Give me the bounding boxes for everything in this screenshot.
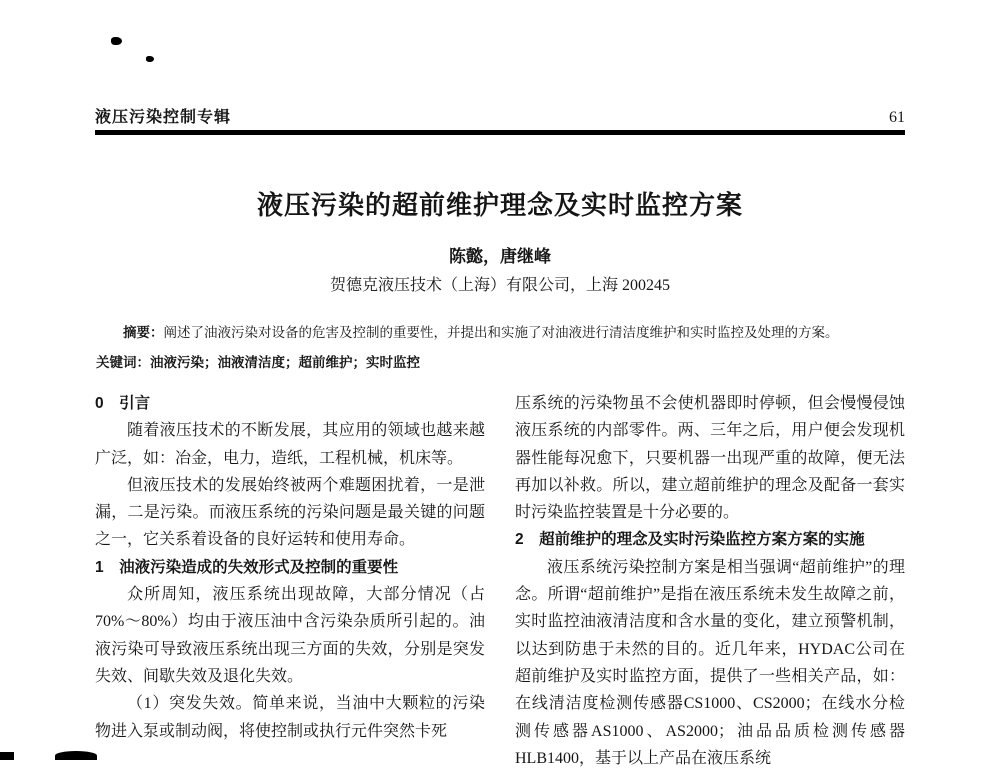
article-title: 液压污染的超前维护理念及实时监控方案 — [256, 190, 743, 221]
paragraph: 液压系统污染控制方案是相当强调“超前维护”的理念。所谓“超前维护”是指在液压系统未发生故障之前，实时监控油液清洁度和含水量的变化，建立预警机制，以达到防患于未然的目的。近几年来，HYDAC公司在超前维护及实时监控方面，提供了一些相关产品，如：在线清洁度检测传感器CS1000、CS2000；在线水分检测传感器AS1000、AS2000；油品品质检测传感器HLB1400，基于以上产品在液压系统 — [515, 558, 905, 767]
abstract-block — [96, 318, 906, 378]
paragraph-continuation: 压系统的污染物虽不会使机器即时停顿，但会慢慢侵蚀液压系统的内部零件。两、三年之后，用户便会发现机器性能每况愈下，只要机器一出现严重的故障，便无法再加以补救。所以，建立超前维护的理念及配备一套实时污染监控装置是十分必要的。 — [515, 395, 905, 522]
keywords-text: 油液污染；油液清洁度；超前维护；实时监控 — [150, 355, 420, 370]
section-heading-1: 1 油液污染造成的失效形式及控制的重要性 — [95, 558, 399, 576]
section-heading-0: 0 引言 — [95, 395, 151, 412]
abstract — [96, 318, 906, 348]
right-column — [515, 390, 905, 772]
scan-artifact — [0, 752, 14, 760]
article-body — [95, 390, 905, 772]
left-column — [95, 390, 485, 772]
abstract-text: 阐述了油液污染对设备的危害及控制的重要性，并提出和实施了对油液进行清洁度维护和实时监控及处理的方案。 — [163, 325, 839, 340]
scan-artifact — [146, 56, 154, 62]
journal-section-title: 液压污染控制专辑 — [95, 109, 232, 126]
authors: 陈懿，唐继峰 — [449, 247, 551, 266]
paragraph: （1）突发失效。简单来说，当油中大颗粒的污染物进入泵或制动阀，将使控制或执行元件突然卡死 — [95, 695, 485, 740]
scan-artifact — [111, 37, 122, 45]
paragraph: 但液压技术的发展始终被两个难题困扰着，一是泄漏，二是污染。而液压系统的污染问题是最关键的问题之一，它关系着设备的良好运转和使用寿命。 — [95, 476, 485, 549]
keywords — [96, 348, 906, 378]
affiliation: 贺德克液压技术（上海）有限公司，上海 200245 — [329, 277, 670, 294]
scan-artifact — [55, 751, 97, 760]
running-head — [95, 104, 905, 127]
paragraph: 众所周知，液压系统出现故障，大部分情况（占70%～80%）均由于液压油中含污染杂质所引起的。油液污染可导致液压系统出现三方面的失效，分别是突发失效、间歇失效及退化失效。 — [95, 586, 485, 685]
keywords-label: 关键词： — [96, 355, 150, 370]
header-rule — [95, 130, 905, 135]
abstract-label: 摘要： — [123, 325, 164, 340]
page-number: 61 — [889, 109, 905, 126]
section-heading-2: 2 超前维护的理念及实时污染监控方案方案的实施 — [515, 531, 865, 549]
paragraph: 随着液压技术的不断发展，其应用的领域也越来越广泛，如：冶金，电力，造纸，工程机械，机床等。 — [95, 422, 485, 467]
